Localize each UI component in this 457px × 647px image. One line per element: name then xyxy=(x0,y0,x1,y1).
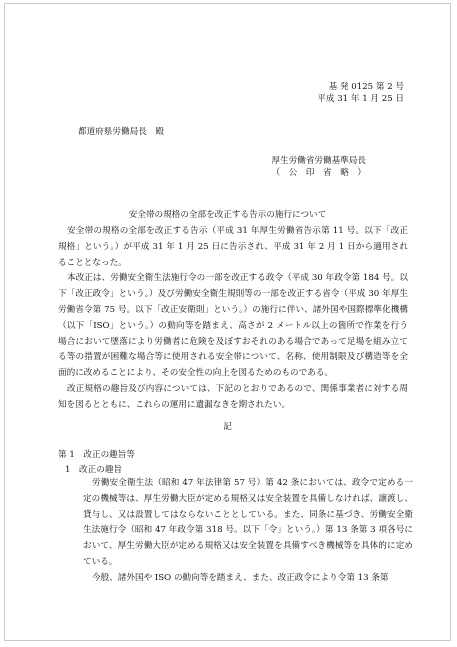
body-paragraph-1: 安全帯の規格の全部を改正する告示（平成 31 年厚生労働省告示第 11 号。以下「改正規格」という。）が平成 31 年 1 月 25 日に告示され、平成 31 年 2 月 1 日から適用されることとなった。 xyxy=(58,226,408,268)
body-text xyxy=(58,224,408,414)
section-body xyxy=(83,476,413,587)
section-heading: 第 1 改正の趣旨等 xyxy=(58,450,135,460)
document-number: 基 発 0125 第 2 号 xyxy=(328,82,404,92)
body-paragraph-3: 改正規格の趣旨及び内容については、下記のとおりであるので、関係事業者に対する周知を図るとともに、これらの運用に遺漏なきを期されたい。 xyxy=(58,383,408,410)
section-paragraph-2: 今般、諸外国や ISO の動向等を踏まえ、また、改正政令により令第 13 条第 xyxy=(92,572,389,583)
document-date: 平成 31 年 1 月 25 日 xyxy=(317,94,404,104)
seal-omitted: （ 公 印 省 略 ） xyxy=(271,168,366,178)
document-page xyxy=(4,3,451,641)
document-header xyxy=(317,81,404,105)
document-title: 安全帯の規格の全部を改正する告示の施行について xyxy=(128,210,327,220)
recipient: 都道府県労働局長 殿 xyxy=(78,127,164,137)
body-paragraph-2: 本改正は、労働安全衛生法施行令の一部を改正する政令（平成 30 年政令第 184 号。以下「改正政令」という。）及び労働安全衛生規則等の一部を改正する省令（平成 30 年厚生労働省令第 75 号。以下「改正安衛則」という。）の施行に伴い、諸外国や国際標準化機構（以下「ISO」という。）の動向等を踏まえ、高さが 2 メートル以上の箇所で作業を行う場合において墜落により労働者に危険を及ぼすおそれのある場合であって足場を組み立てる等の措置が困難な場合等に使用される安全帯について、名称、使用制限及び構造等を全面的に改めることにより、その安全性の向上を図るためのものである。 xyxy=(58,273,408,379)
sender-name: 厚生労働省労働基準局長 xyxy=(271,156,366,166)
subsection-heading: 1 改正の趣旨 xyxy=(65,465,123,475)
ki-marker: 記 xyxy=(223,422,232,432)
section-paragraph-1: 労働安全衛生法（昭和 47 年法律第 57 号）第 42 条においては、政令で定める一定の機械等は、厚生労働大臣が定める規格又は安全装置を具備しなければ、譲渡し、貸与し、又は設置してはならないこととしている。また、同条に基づき、労働安全衛生法施行令（昭和 47 年政令第 318 号。以下「令」という。）第 13 条第 3 項各号において、厚生労働大臣が定める規格又は安全装置を具備すべき機械等を具体的に定めている。 xyxy=(83,478,413,567)
sender-block xyxy=(271,155,366,179)
